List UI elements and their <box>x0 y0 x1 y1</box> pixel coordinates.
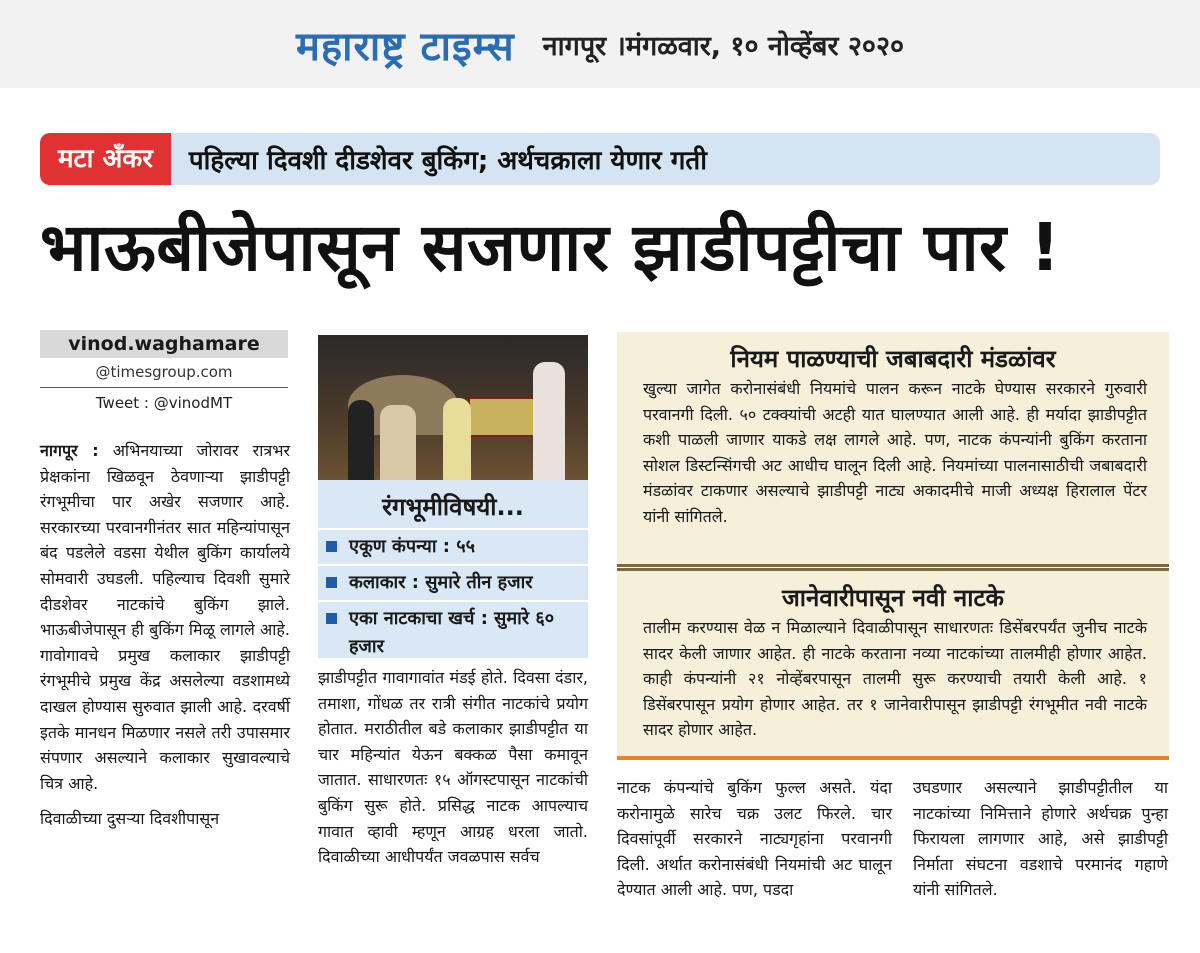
rules-box <box>617 332 1169 567</box>
article-column-3 <box>617 775 892 903</box>
fact-text: एकूण कंपन्या : ५५ <box>349 536 475 557</box>
square-bullet-icon <box>326 541 337 552</box>
headline: भाऊबीजेपासून सजणार झाडीपट्टीचा पार ! <box>40 209 1061 286</box>
byline-tweet: Tweet : @vinodMT <box>95 394 233 412</box>
fact-text: एका नाटकाचा खर्च : सुमारे ६० हजार <box>349 608 555 657</box>
article-column-4 <box>913 775 1168 903</box>
column-1-para-1 <box>40 438 290 796</box>
fact-box-title: रंगभूमीविषयी... <box>382 493 524 521</box>
kicker-bar <box>40 133 1160 185</box>
rules-box-body: खुल्या जागेत करोनासंबंधी नियमांचे पालन करून नाटके घेण्यास सरकारने गुरुवारी परवानगी दिली. ५० टक्क्यांची अटही यात घालण्यात आली आहे. ही मर्यादा झाडीपट्टीत कशी पाळली जाणार याकडे लक्ष लागले आहे. पण, नाटक कंपन्यांनी बुकिंग करताना सोशल डिस्टन्सिंगची अट आधीच घालून दिली आहे. नियमांच्या पालनासाठीची जबाबदारी मंडळांवर टाकणार असल्याचे झाडीपट्टी नाट्य अकादमीचे माजी अध्यक्ष हिरालाल पेंटर यांनी सांगितले. <box>643 379 1147 526</box>
column-1-text: अभिनयाच्या जोरावर रात्रभर प्रेक्षकांना खिळवून ठेवणाऱ्या झाडीपट्टी रंगभूमीचा पार अखेर सजणार आहे. सरकारच्या परवानगीनंतर सात महिन्यांपासून बंद पडलेले वडसा येथील बुकिंग कार्यालये सोमवारी उघडली. पहिल्याच दिवशी सुमारे दीडशेवर नाटकांचे बुकिंग झाले. भाऊबीजेपासून ही बुकिंग मिळू लागले आहे. गावोगावचे प्रमुख कलाकार झाडीपट्टी रंगभूमीचे प्रमुख केंद्र असलेल्या वडशामध्ये दाखल होण्यास सुरुवात झाली आहे. दरवर्षी इतके मानधन मिळणार नसले तरी उपासमार संपणार असल्याने कलाकार सुखावल्याचे चित्र आहे. <box>40 441 290 793</box>
column-1-para-2: दिवाळीच्या दुसऱ्या दिवशीपासून <box>40 809 220 829</box>
dateline-lead: नागपूर : <box>40 441 99 460</box>
square-bullet-icon <box>326 577 337 588</box>
square-bullet-icon <box>326 613 337 624</box>
photo-figure <box>533 362 565 480</box>
column-2-text: झाडीपट्टीत गावागावांत मंडई होते. दिवसा दंडार, तमाशा, गोंधळ तर रात्री संगीत नाटकांचे प्रयोग होतात. मराठीतील बडे कलाकार झाडीपट्टीत या चार महिन्यांत येऊन बक्कळ पैसा कमावून जातात. साधारणतः १५ ऑगस्टपासून नाटकांची बुकिंग सुरू होते. प्रसिद्ध नाटक आपल्याच गावात व्हावी म्हणून आग्रह धरला जातो. दिवाळीच्या आधीपर्यंत जवळपास सर्वच <box>318 668 588 867</box>
article-column-1 <box>40 438 290 832</box>
byline-email: @timesgroup.com <box>95 363 233 381</box>
photo-figure <box>443 398 471 480</box>
rules-box-title: नियम पाळण्याची जबाबदारी मंडळांवर <box>730 345 1056 373</box>
fact-item <box>318 600 588 664</box>
stage-photo <box>318 335 588 480</box>
new-plays-box-body: तालीम करण्यास वेळ न मिळाल्याने दिवाळीपासून साधारणतः डिसेंबरपर्यंत जुनीच नाटके सादर केली जाणार आहेत. ही नाटके करताना नव्या नाटकांच्या तालमीही होणार आहेत. काही कंपन्यांनी २१ नोव्हेंबरपासून तालमी सुरू करण्याची तयारी केली आहे. १ डिसेंबरपासून प्रयोग होणार आहेत. तर १ जानेवारीपासून झाडीपट्टी रंगभूमीत नवी नाटके सादर होणार आहेत. <box>643 618 1147 739</box>
new-plays-box-title: जानेवारीपासून नवी नाटके <box>782 584 1004 612</box>
newspaper-logo: महाराष्ट्र टाइम्स <box>295 23 515 70</box>
column-4-text: उघडणार असल्याने झाडीपट्टीतील या नाटकांच्या निमित्ताने होणारे अर्थचक्र पुन्हा फिरायला लागणार आहे, असे झाडीपट्टी निर्माता संघटना वडशाचे परमानंद गहाणे यांनी सांगितले. <box>913 778 1168 900</box>
photo-figure <box>348 400 374 480</box>
new-plays-box <box>617 568 1169 760</box>
byline-divider <box>40 387 288 388</box>
fact-text: कलाकार : सुमारे तीन हजार <box>349 572 533 593</box>
kicker-tag: मटा अँकर <box>40 133 171 185</box>
photo-figure <box>380 405 416 480</box>
byline <box>40 330 288 412</box>
fact-item <box>318 528 588 564</box>
article-column-2 <box>318 665 588 870</box>
byline-name: vinod.waghamare <box>40 330 288 358</box>
masthead <box>0 0 1200 88</box>
column-3-text: नाटक कंपन्यांचे बुकिंग फुल्ल असते. यंदा करोनामुळे सारेच चक्र उलट फिरले. चार दिवसांपूर्वी सरकारने नाट्यगृहांना परवानगी दिली. अर्थात करोनासंबंधी नियमांची अट घालून देण्यात आली आहे. पण, पडदा <box>617 778 892 900</box>
kicker-text: पहिल्या दिवशी दीडशेवर बुकिंग; अर्थचक्राला येणार गती <box>188 146 707 176</box>
fact-box <box>318 480 588 658</box>
fact-item <box>318 564 588 600</box>
dateline: नागपूर ।मंगळवार, १० नोव्हेंबर २०२० <box>542 30 905 62</box>
